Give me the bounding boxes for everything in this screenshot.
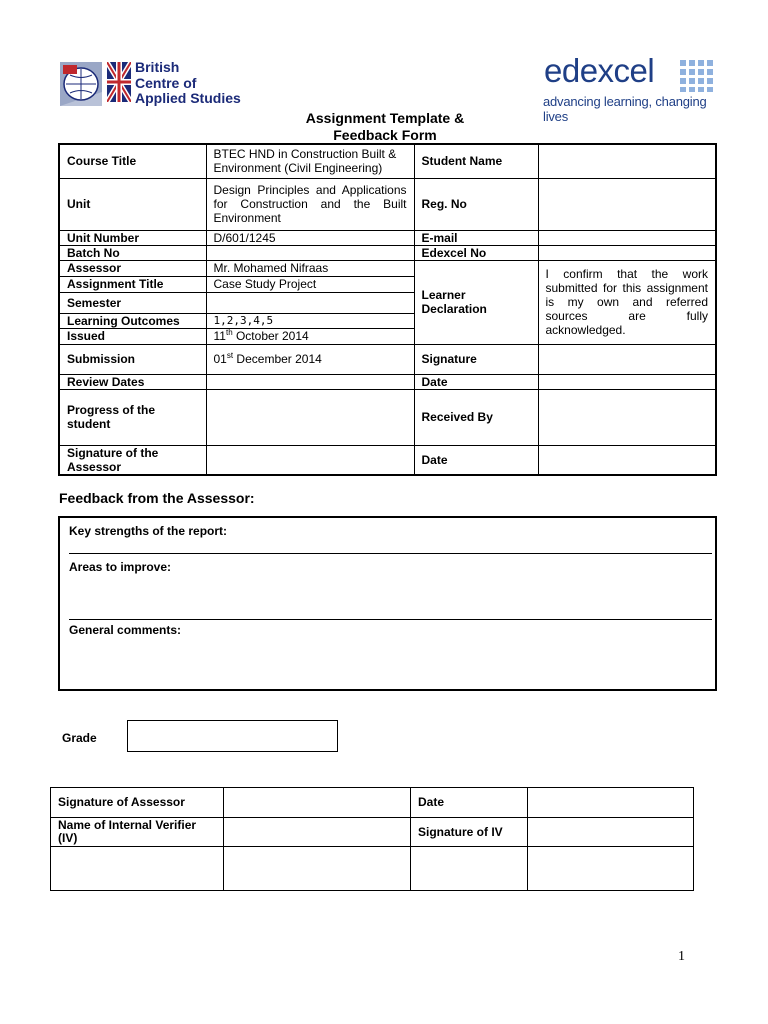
email-label: E-mail [414,230,538,245]
progress-label: Progress of the student [59,389,206,445]
student-name-label: Student Name [414,144,538,178]
review-dates-field[interactable] [206,374,414,389]
signoff-table [50,787,694,891]
received-date-label: Date [414,445,538,475]
blank-cell[interactable] [51,847,224,891]
signature-iv-field[interactable] [528,818,694,847]
batch-no-field[interactable] [206,245,414,260]
key-strengths-label: Key strengths of the report: [69,524,228,538]
unit-value[interactable]: Design Principles and Applications for Construction and the Built Environment [206,178,414,230]
feedback-box[interactable] [58,516,717,691]
signature-assessor-label: Signature of the Assessor [59,445,206,475]
review-date-label: Date [414,374,538,389]
unit-number-label: Unit Number [59,230,206,245]
review-date-field[interactable] [538,374,716,389]
bcas-emblem-icon [60,62,102,106]
signature-assessor-field[interactable] [206,445,414,475]
sig-assessor-label: Signature of Assessor [51,788,224,818]
learning-outcomes-label: Learning Outcomes [59,313,206,328]
edexcel-dots-icon [680,60,714,92]
signoff-date-label: Date [411,788,528,818]
edexcel-logo [540,52,720,124]
feedback-divider [69,619,712,620]
assignment-details-table [58,143,717,476]
edexcel-no-label: Edexcel No [414,245,538,260]
issued-value[interactable] [206,328,414,344]
title-line-1: Assignment Template & [305,110,465,126]
reg-no-label: Reg. No [414,178,538,230]
submission-label: Submission [59,344,206,374]
received-by-field[interactable] [538,389,716,445]
feedback-heading: Feedback from the Assessor: [59,490,255,506]
email-field[interactable] [538,230,716,245]
course-title-value[interactable]: BTEC HND in Construction Built & Environment (Civil Engineering) [206,144,414,178]
assessor-label: Assessor [59,260,206,276]
semester-label: Semester [59,292,206,313]
learning-outcomes-value[interactable]: 1,2,3,4,5 [206,313,414,328]
issued-rest: October 2014 [232,329,309,343]
review-dates-label: Review Dates [59,374,206,389]
signature-label: Signature [414,344,538,374]
page-title [260,110,510,144]
grade-label: Grade [62,731,97,745]
batch-no-label: Batch No [59,245,206,260]
blank-cell[interactable] [411,847,528,891]
internal-verifier-label: Name of Internal Verifier (IV) [51,818,224,847]
submission-day: 01 [213,352,227,366]
general-comments-label: General comments: [69,623,182,637]
areas-to-improve-label: Areas to improve: [69,560,172,574]
internal-verifier-field[interactable] [224,818,411,847]
bcas-line-1: British [135,59,180,75]
page-number: 1 [678,949,685,964]
edexcel-no-field[interactable] [538,245,716,260]
blank-cell[interactable] [528,847,694,891]
student-name-field[interactable] [538,144,716,178]
submission-value[interactable] [206,344,414,374]
issued-label: Issued [59,328,206,344]
edexcel-wordmark: edexcel [544,52,655,89]
submission-rest: December 2014 [233,352,322,366]
learner-declaration-label: Learner Declaration [414,260,538,344]
signature-iv-label: Signature of IV [411,818,528,847]
submission-suffix: st [226,351,234,360]
received-by-label: Received By [414,389,538,445]
semester-field[interactable] [206,292,414,313]
feedback-divider [69,553,712,554]
progress-field[interactable] [206,389,414,445]
edexcel-tagline: advancing learning, changing lives [543,94,707,124]
signoff-date-field[interactable] [528,788,694,818]
unit-number-value[interactable]: D/601/1245 [206,230,414,245]
blank-cell[interactable] [224,847,411,891]
sig-assessor-field[interactable] [224,788,411,818]
grade-field[interactable] [127,720,338,752]
bcas-logo [60,60,265,110]
bcas-line-2: Centre of [135,74,197,91]
reg-no-field[interactable] [538,178,716,230]
course-title-label: Course Title [59,144,206,178]
assessor-value[interactable]: Mr. Mohamed Nifraas [206,260,414,276]
bcas-line-3: Applied Studies [135,90,241,106]
title-line-2: Feedback Form [333,127,437,143]
bcas-flag-icon [107,62,131,102]
issued-suffix: th [225,328,233,337]
bcas-name [135,60,241,107]
learner-declaration-text: I confirm that the work submitted for this assignment is my own and referred sources are fully acknowledged. [538,260,716,344]
assignment-title-label: Assignment Title [59,276,206,292]
signature-field[interactable] [538,344,716,374]
received-date-field[interactable] [538,445,716,475]
assignment-title-value[interactable]: Case Study Project [206,276,414,292]
issued-day: 11 [213,329,226,343]
unit-label: Unit [59,178,206,230]
